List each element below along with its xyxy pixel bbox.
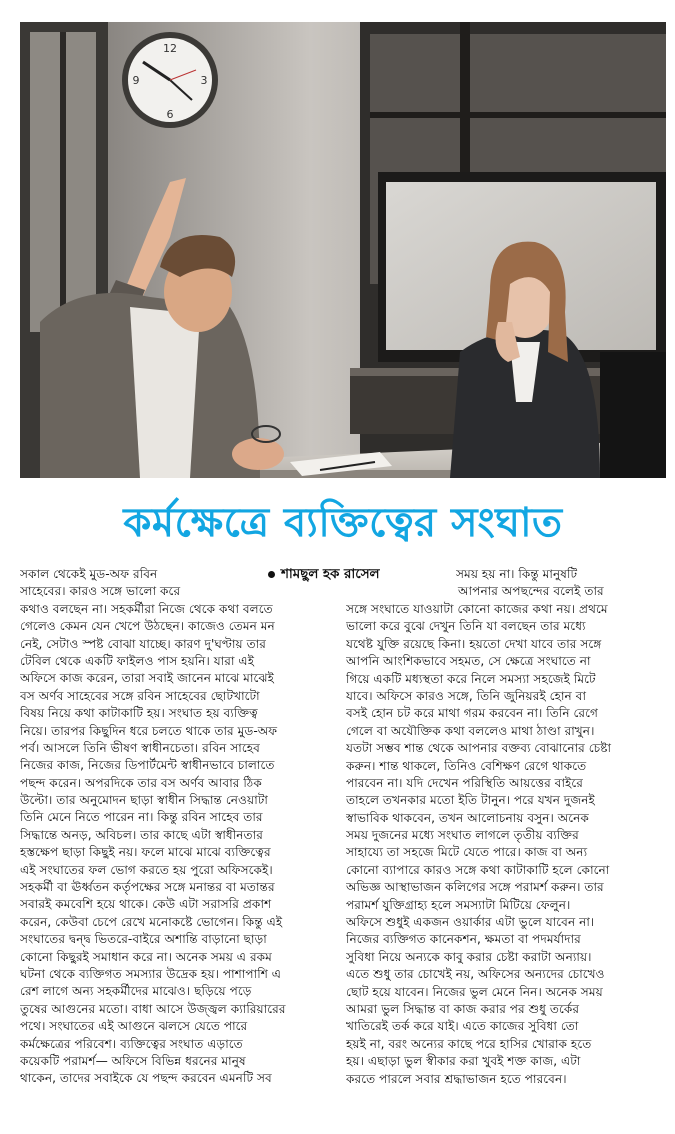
author-name: শামছুল হক রাসেল — [281, 567, 380, 582]
text-line: হস্তক্ষেপ ছাড়া কিছুই নয়। ফলে মাঝে মাঝে ব্যক্তিত্বের — [20, 845, 271, 860]
text-line: ছোট হয়ে যাবেন। নিজের ভুল মেনে নিন। অনেক সময় — [346, 984, 603, 999]
text-line: আপনার অপছন্দের বলেই তার — [458, 584, 604, 599]
text-line: সিদ্ধান্তে অনড়, অবিচল। তার কাছে এটা স্বাধীনতার — [20, 827, 263, 842]
text-line: পরামর্শ যুক্তিগ্রাহ্য হলে সমস্যাটা মিটিয়ে ফেলুন। — [346, 897, 571, 912]
article-headline: কর্মক্ষেত্রে ব্যক্তিত্বের সংঘাত — [123, 500, 563, 546]
text-line: নেই, সেটাও স্পষ্ট বোঝা যাচ্ছে। কারণ দু'ঘণ্টায় তার — [20, 636, 266, 651]
text-line: পর্ব। আসলে তিনি ভীষণ স্বাধীনচেতা। রবিন সাহেব — [20, 740, 260, 755]
text-line: সময় দুজনের মধ্যে সংঘাত লাগলে তৃতীয় ব্যক্তির — [346, 828, 579, 843]
text-line: নিজের ব্যক্তিগত কানেকশন, ক্ষমতা বা পদমর্যাদার — [346, 932, 581, 947]
text-line: গিয়ে একটি মধ্যস্থতা করে নিলে সমস্যা সহজেই মিটে — [346, 671, 596, 686]
text-line: আমরা ভুল সিদ্ধান্ত বা কাজ করার পর শুধু তর্কের — [346, 1001, 580, 1016]
text-line: সাহায্যে তা সহজে মিটে যেতে পারে। কাজ বা অন্য — [346, 845, 588, 860]
text-line: টেবিল থেকে একটি ফাইলও পাস হয়নি। যারা এই — [20, 653, 255, 668]
article-photo — [20, 22, 666, 478]
text-line: সহকর্মী বা ঊর্ধ্বতন কর্তৃপক্ষের সঙ্গে মনান্তর বা মতান্তর — [20, 880, 275, 895]
text-line: সংঘাতের দ্বন্দ্ব ভিতরে-বাইরে অশান্তি বাড়ানো ছাড়া — [20, 932, 267, 947]
text-line: করেন, কেউবা চেপে রেখে মনোকষ্টে ভোগেন। কিন্তু এই — [20, 914, 283, 929]
text-line: ভালো করে বুঝে দেখুন তিনি যা বলছেন তার মধ্যে — [346, 619, 586, 634]
text-line: করুন। শান্ত থাকলে, তিনিও বেশিক্ষণ রেগে থাকতে — [346, 758, 587, 773]
text-line: আপনি আংশিকভাবে সহমত, সে ক্ষেত্রে সংঘাতে না — [346, 654, 591, 669]
text-line: যতটা সম্ভব শান্ত থেকে আপনার বক্তব্য বোঝানোর চেষ্টা — [346, 741, 612, 756]
text-line: কোনো কিছুরই সমাধান করে না। অনেক সময় এ রকম — [20, 949, 272, 964]
left-column — [20, 566, 332, 1088]
text-line: পছন্দ করেন। অপরদিকে তার বস অর্ণব আবার ঠিক — [20, 775, 262, 790]
text-line: সময় হয় না। কিন্তু মানুষটি — [456, 567, 578, 581]
text-line: কয়েকটি পরামর্শ— অফিসে বিভিন্ন ধরনের মানুষ — [20, 1053, 246, 1068]
text-line: বিষয় নিয়ে কথা কাটাকাটি হয়। সংঘাত হয় ব্যক্তিত্ব — [20, 706, 258, 721]
text-line: সুবিধা নিয়ে অন্যকে কাবু করার চেষ্টা করাটা অন্যায়। — [346, 949, 592, 964]
text-line: কোনো ব্যাপারে কারও সঙ্গে কথা কাটাকাটি হলে কোনো — [346, 862, 610, 877]
text-line: পারবেন না। যদি দেখেন পরিস্থিতি আয়ত্তের বাইরে — [346, 775, 583, 790]
text-line: হয়ই না, বরং অন্যের কাছে পরে হাসির খোরাক হতে — [346, 1036, 592, 1051]
office-scene-illustration — [20, 22, 666, 478]
wall-clock-icon — [122, 32, 218, 128]
text-line: তিনি মেনে নিতে পারেন না। কিন্তু রবিন সাহেব তার — [20, 810, 263, 825]
text-line: অফিসে শুধুই একজন ওয়ার্কার এটা ভুলে যাবেন না। — [346, 915, 595, 930]
text-line: ঘটনা থেকে ব্যক্তিগত সমস্যার উদ্রেক হয়। পাশাপাশি এ — [20, 966, 282, 981]
text-line: সাহেবের। কারও সঙ্গে ভালো করে — [20, 584, 181, 599]
text-line: করতে পারলে সবার শ্রদ্ধাভাজন হতে পারবেন। — [346, 1071, 567, 1086]
text-line: যাবে। অফিসে কারও সঙ্গে, তিনি জুনিয়রই হোন বা — [346, 688, 587, 703]
text-line: স্বাভাবিক থাকবেন, তখন আলোচনায় বসুন। অনেক — [346, 810, 589, 825]
text-line: উল্টো। তার অনুমোদন ছাড়া স্বাধীন সিদ্ধান্ত নেওয়াটা — [20, 793, 268, 808]
text-line: হয়। এছাড়া ভুল স্বীকার করা খুবই শক্ত কাজ, এটা — [346, 1054, 581, 1069]
text-line: গেলে বা অযৌক্তিক কথা বললেও মাথা ঠাণ্ডা রাখুন। — [346, 723, 595, 738]
right-column-lead — [456, 566, 666, 601]
text-line: সবারই কমবেশি হয়ে থাকে। কেউ এটা সরাসরি প্রকাশ — [20, 897, 272, 912]
svg-text:9: 9 — [132, 74, 140, 87]
text-line: বস অর্ণব সাহেবের সঙ্গে রবিন সাহেবের ছোটখাটো — [20, 688, 260, 703]
text-line: সঙ্গে সংঘাতে যাওয়াটা কোনো কাজের কথা নয়। প্রথমে — [346, 602, 608, 616]
svg-text:6: 6 — [166, 108, 174, 121]
text-line: সকাল থেকেই মুড-অফ রবিন — [20, 567, 158, 581]
text-line: গেলেও কেমন যেন খেপে উঠছেন। কাজেও তেমন মন — [20, 619, 275, 634]
text-line: নিজের কাজ, নিজের ডিপার্টমেন্ট স্বাধীনভাবে চালাতে — [20, 758, 275, 773]
text-line: এতে শুধু তার চোখেই নয়, অফিসের অন্যদের চোখেও — [346, 967, 605, 982]
text-line: বসই হোন চট করে মাথা গরম করবেন না। তিনি রেগে — [346, 706, 599, 721]
svg-text:3: 3 — [200, 74, 208, 87]
text-line: নিয়ে। তারপর কিছুদিন ধরে চলতে থাকে তার মুড-অফ — [20, 723, 278, 738]
text-line: পথে। সংঘাতের এই আগুনে ঝলসে যেতে পারে — [20, 1019, 248, 1034]
svg-text:12: 12 — [163, 42, 177, 55]
right-column — [346, 601, 668, 1088]
text-line: কথাও বলছেন না। সহকর্মীরা নিজে থেকে কথা বলতে — [20, 601, 273, 616]
text-line: তুষের আগুনের মতো। বাধা আসে উজ্জ্বল ক্যারিয়ারের — [20, 1001, 286, 1016]
text-line: অভিজ্ঞ আস্থাভাজন কলিগের সঙ্গে পরামর্শ করুন। তার — [346, 880, 604, 895]
text-line: এই সংঘাতের ফল ভোগ করতে হয় পুরো অফিসকেই। — [20, 862, 273, 877]
text-line: খাতিরেই তর্ক করে যাই। এতে কাজের সুবিধা তো — [346, 1019, 579, 1034]
text-line: অফিসে কাজ করেন, তারা সবাই জানেন মাঝে মাঝেই — [20, 671, 274, 686]
text-line: যথেষ্ট যুক্তি রয়েছে কিনা। হয়তো দেখা যাবে তার সঙ্গে — [346, 636, 602, 651]
text-line: তাহলে তখনকার মতো ইতি টানুন। পরে যখন দুজনই — [346, 793, 595, 808]
text-line: রেশ লাগে অন্য সহকর্মীদের মাঝেও। ছড়িয়ে পড়ে — [20, 984, 252, 999]
text-line: থাকেন, তাদের সবাইকে যে পছন্দ করবেন এমনটি সব — [20, 1071, 272, 1086]
text-line: কর্মক্ষেত্রের পরিবেশ। ব্যক্তিত্বের সংঘাত এড়াতে — [20, 1036, 243, 1051]
